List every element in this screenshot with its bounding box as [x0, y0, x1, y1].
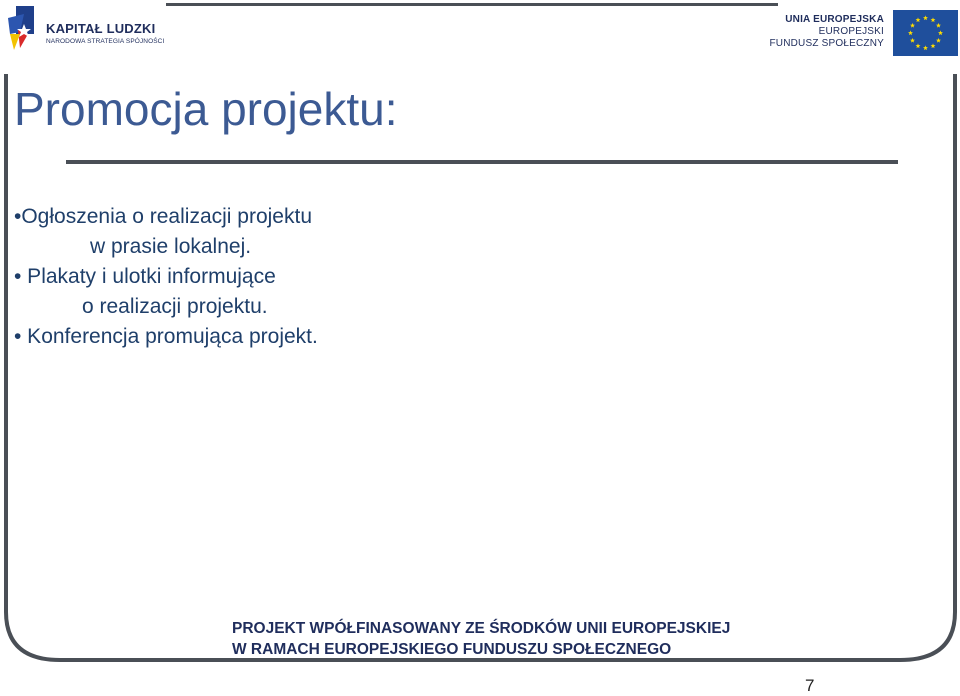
kapital-ludzki-subtitle: NARODOWA STRATEGIA SPÓJNOŚCI [46, 38, 165, 45]
eu-logo-line-1: UNIA EUROPEJSKA [785, 14, 884, 25]
bullet-item: • Plakaty i ulotki informujące [14, 265, 276, 288]
eu-logo-line-2: EUROPEJSKI [818, 26, 884, 37]
page-number: 7 [805, 676, 815, 695]
page-title: Promocja projektu: [14, 83, 398, 135]
title-rule [66, 160, 898, 164]
bullet-list [14, 202, 318, 352]
footer-line-2: W RAMACH EUROPEJSKIEGO FUNDUSZU SPOŁECZNEGO [232, 641, 672, 658]
footer-cofinancing-note [232, 618, 730, 660]
bullet-continuation: o realizacji projektu. [82, 295, 268, 318]
footer-line-1: PROJEKT WPÓŁFINASOWANY ZE ŚRODKÓW UNII EUROPEJSKIEJ [232, 620, 731, 637]
bullet-continuation: w prasie lokalnej. [90, 235, 252, 258]
bullet-item: • Konferencja promująca projekt. [14, 325, 318, 348]
eu-logo-line-3: FUNDUSZ SPOŁECZNY [769, 38, 884, 49]
kapital-ludzki-title: KAPITAŁ LUDZKI [46, 21, 156, 36]
bullet-item: •Ogłoszenia o realizacji projektu [14, 205, 312, 228]
